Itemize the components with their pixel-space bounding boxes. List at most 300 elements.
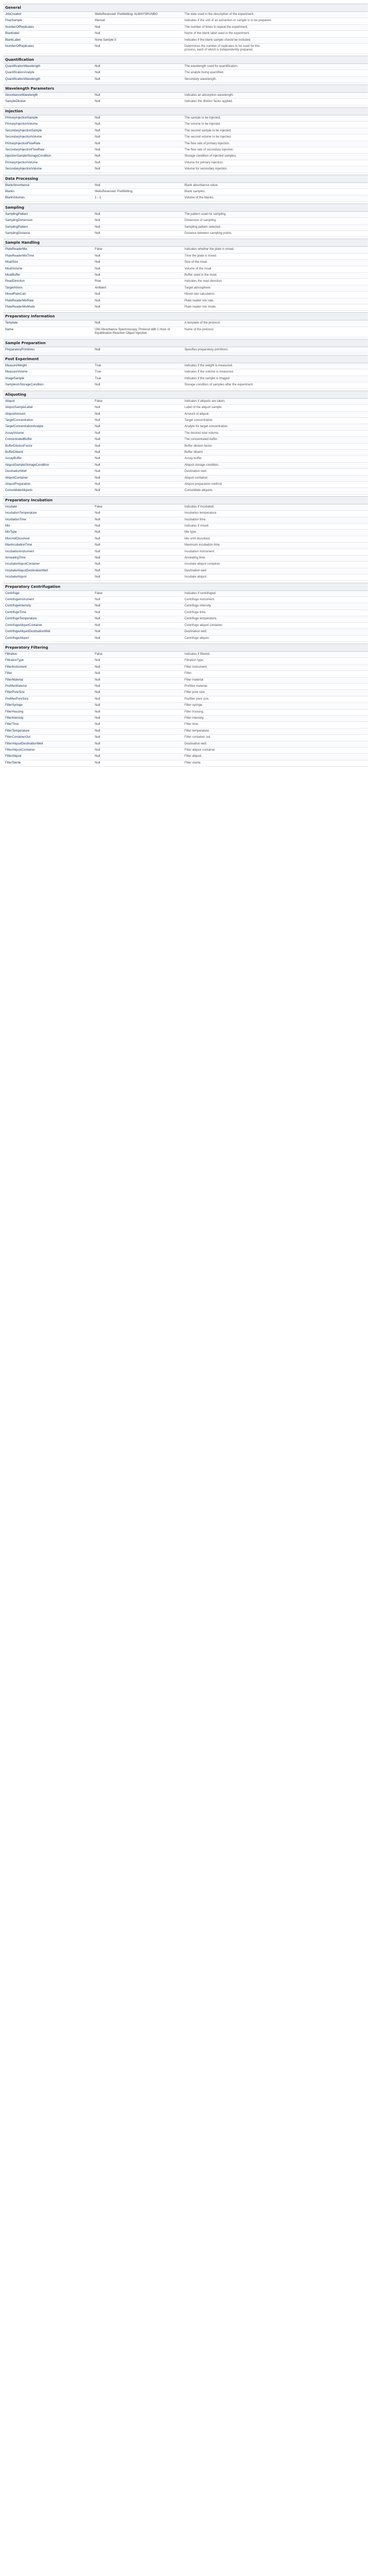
options-document — [0, 0, 371, 769]
option-row — [3, 597, 368, 603]
option-description: Storage condition of samples after the experiment. — [184, 383, 254, 387]
section-title: Sample Handling — [3, 239, 368, 247]
option-row — [3, 658, 368, 664]
option-row — [3, 183, 368, 189]
option-row — [3, 122, 368, 128]
option-name: MaxIncubationTime — [5, 544, 32, 547]
option-name: AssayBuffer — [5, 457, 22, 461]
option-name: PlateReaderMixRate — [5, 299, 34, 302]
option-value: Null — [95, 306, 100, 309]
options-section — [3, 496, 368, 581]
option-value: WellsReserved: PreWetting: ALWAYSRUNBO — [95, 13, 158, 16]
option-value: Null — [95, 489, 100, 493]
option-row — [3, 603, 368, 609]
option-row — [3, 722, 368, 728]
option-value: UNI Absorbance Spectroscopy; Protocol with 1 Hour of Equilibration Reaction Object Injection — [95, 328, 170, 335]
option-description: The sample to be injected. — [184, 116, 221, 120]
option-name: PlateReaderMixMode — [5, 306, 35, 309]
option-row — [3, 444, 368, 450]
option-value: Null — [95, 697, 100, 701]
option-row — [3, 195, 368, 201]
option-row — [3, 431, 368, 437]
option-row — [3, 18, 368, 24]
option-description: Analyte for target concentration. — [184, 425, 229, 429]
option-description: Filter time. — [184, 723, 199, 726]
option-name: SampleDilution — [5, 100, 26, 104]
option-value: Ambient — [95, 286, 107, 290]
option-row — [3, 44, 368, 54]
option-value: Null — [95, 438, 100, 442]
option-name: JobCreated — [5, 13, 22, 16]
option-value: Null — [95, 212, 100, 216]
option-name: Filtration — [5, 652, 18, 656]
option-description: Indicates if the weight is measured. — [184, 364, 233, 368]
option-row — [3, 93, 368, 99]
option-name: DestinationWell — [5, 470, 27, 473]
option-name: SamplingDistance — [5, 231, 30, 235]
option-value: Null — [95, 321, 100, 325]
option-name: Blanklabel — [5, 32, 20, 36]
option-value: Null — [95, 476, 100, 480]
option-description: Secondary wavelength. — [184, 77, 217, 81]
option-description: Filter material. — [184, 678, 205, 682]
option-value: Null — [95, 482, 100, 486]
option-description: Volume for primary injection. — [184, 161, 224, 164]
section-title: Aliquoting — [3, 391, 368, 399]
options-section — [3, 391, 368, 495]
option-name: FilterAliquotContainer — [5, 749, 35, 752]
option-value: Null — [95, 761, 100, 765]
option-description: The concentrated buffer. — [184, 438, 218, 442]
option-name: BlankVolumes — [5, 196, 25, 200]
option-description: Dimension of sampling. — [184, 219, 217, 223]
option-description: Indicates if mixed. — [184, 524, 210, 528]
option-value: False — [95, 248, 103, 251]
option-description: Incubate aliquot container. — [184, 563, 221, 566]
option-name: IncubationInstrument — [5, 550, 35, 553]
option-name: FilterTemperature — [5, 729, 30, 733]
option-value: Null — [95, 431, 100, 435]
option-description: Indicates an absorption wavelength. — [184, 94, 234, 97]
option-name: InjectionSampleStorageCondition — [5, 155, 52, 158]
option-name: PrimaryInjectionVolume — [5, 161, 38, 164]
option-row — [3, 347, 368, 353]
option-description: The desired total volume. — [184, 431, 220, 435]
option-description: Indicates if incubated. — [184, 505, 215, 509]
option-description: Centrifuge aliquot container. — [184, 623, 223, 627]
option-name: ConsolidateAliquots — [5, 489, 33, 493]
option-description: Buffer dilution factor. — [184, 444, 213, 448]
option-name: BufferDilutionFactor — [5, 444, 32, 448]
option-description: Aliquot preparation method. — [184, 482, 223, 486]
option-description: Filter sterile. — [184, 761, 201, 765]
option-description: Indicates the dilution factor applied. — [184, 100, 233, 104]
section-title: Wavelength Parameters — [3, 84, 368, 93]
option-name: PrepSample — [5, 19, 23, 23]
option-row — [3, 469, 368, 475]
option-description: Buffer used in the moat. — [184, 274, 217, 277]
option-row — [3, 690, 368, 696]
option-row — [3, 128, 368, 134]
option-value: Null — [95, 665, 100, 669]
option-row — [3, 31, 368, 37]
option-row — [3, 412, 368, 418]
option-name: SecondaryInjectionFlowRate — [5, 148, 45, 151]
option-description: Filter container out. — [184, 736, 211, 739]
option-description: Incubate aliquot. — [184, 575, 208, 579]
option-name: AliquotAmount — [5, 412, 26, 416]
option-row — [3, 285, 368, 292]
option-value: Null — [95, 406, 100, 410]
option-name: MixType — [5, 531, 17, 534]
option-description: The date used in the description of the experiment. — [184, 13, 255, 16]
option-value: Null — [95, 348, 100, 351]
option-row — [3, 231, 368, 237]
option-name: Name — [5, 328, 14, 331]
option-value: Null — [95, 116, 100, 120]
option-row — [3, 99, 368, 105]
option-row — [3, 418, 368, 424]
option-row — [3, 665, 368, 671]
option-name: IncubateAliquot — [5, 575, 27, 579]
option-value: Null — [95, 148, 100, 151]
option-name: MoatSize — [5, 261, 19, 264]
option-row — [3, 189, 368, 195]
option-row — [3, 703, 368, 709]
option-name: TargetConcentration — [5, 418, 33, 422]
option-description: Incubation instrument. — [184, 550, 215, 553]
option-name: AliquotSampleStorageCondition — [5, 463, 49, 467]
option-name: AliquotContainer — [5, 476, 28, 480]
option-name: Incubate — [5, 505, 18, 509]
option-value: Row — [95, 280, 102, 283]
option-description: Destination well. — [184, 742, 207, 745]
option-row — [3, 482, 368, 488]
option-description: Indicates if the blank sample should be included. — [184, 38, 251, 42]
option-value: Null — [95, 604, 100, 608]
option-description: Determines the number of replicates to be used for this process, each of which is independently prepared. — [184, 45, 260, 52]
option-row — [3, 70, 368, 76]
option-name: Blanks — [5, 190, 15, 193]
option-name: MoatVolume — [5, 267, 23, 270]
option-row — [3, 298, 368, 304]
option-value: Null — [95, 32, 100, 36]
option-description: The flow rate of secondary injection. — [184, 148, 234, 151]
option-value: Null — [95, 299, 100, 302]
option-name: BufferDiluent — [5, 450, 23, 454]
option-row — [3, 247, 368, 253]
option-row — [3, 562, 368, 568]
option-value: Null — [95, 710, 100, 714]
options-section — [3, 583, 368, 642]
option-value: Null — [95, 219, 100, 223]
section-title: Preparatory Information — [3, 312, 368, 320]
option-row — [3, 115, 368, 122]
option-value: WellsReserved: PreWetting — [95, 190, 133, 193]
option-name: IncubationTemperature — [5, 512, 37, 515]
option-value: Null — [95, 518, 100, 521]
option-value: Null — [95, 129, 100, 132]
option-description: Filter. — [184, 672, 192, 675]
option-row — [3, 463, 368, 469]
option-value: Null — [95, 267, 100, 270]
option-description: Sampling pattern selected. — [184, 225, 222, 229]
option-row — [3, 260, 368, 266]
option-name: IncubateAliquotContainer — [5, 563, 40, 566]
option-row — [3, 716, 368, 722]
option-value: Null — [95, 71, 100, 75]
option-description: Assay buffer. — [184, 457, 203, 461]
option-description: Time the plate is mixed. — [184, 254, 217, 258]
option-name: QuantificationAnalyte — [5, 71, 35, 75]
section-title: General — [3, 4, 368, 12]
option-row — [3, 25, 368, 31]
option-description: Specifies preparatory primitives. — [184, 348, 229, 351]
option-value: Null — [95, 142, 100, 145]
option-value: Null — [95, 383, 100, 387]
option-row — [3, 610, 368, 616]
option-description: Indicates if the volume is measured. — [184, 370, 234, 374]
options-section — [3, 643, 368, 767]
option-name: SecondaryInjectionVolume — [5, 135, 42, 139]
option-description: The number of times to repeat the experiment. — [184, 25, 248, 29]
option-description: The second sample to be injected. — [184, 129, 232, 132]
option-row — [3, 147, 368, 154]
option-description: Filter temperature. — [184, 729, 210, 733]
option-description: Centrifuge time. — [184, 611, 207, 614]
option-description: Destination well. — [184, 470, 207, 473]
option-row — [3, 160, 368, 166]
option-value: Null — [95, 704, 100, 707]
option-description: The analyte being quantified. — [184, 71, 225, 75]
options-section — [3, 56, 368, 83]
option-description: Distance between sampling points. — [184, 231, 232, 235]
option-description: Consolidate aliquots. — [184, 489, 213, 493]
option-name: MixedRateCalc — [5, 293, 26, 296]
option-value: Null — [95, 611, 100, 614]
option-row — [3, 38, 368, 44]
option-row — [3, 382, 368, 388]
option-value: Null — [95, 623, 100, 627]
option-description: Destination well. — [184, 630, 207, 634]
option-description: Plate reader mix rate. — [184, 299, 214, 302]
option-row — [3, 266, 368, 273]
option-name: PlateReaderMix — [5, 248, 27, 251]
option-description: Filter intensity. — [184, 716, 205, 720]
option-description: Target atmosphere. — [184, 286, 211, 290]
option-value: Null — [95, 556, 100, 560]
option-value: Null — [95, 123, 100, 126]
option-description: Name of the blank label used in the experiment. — [184, 32, 250, 36]
option-row — [3, 568, 368, 574]
option-row — [3, 405, 368, 411]
option-value: Null — [95, 755, 100, 758]
option-row — [3, 652, 368, 658]
option-description: Name of the protocol. — [184, 328, 214, 331]
option-value: Null — [95, 25, 100, 29]
option-row — [3, 77, 368, 83]
option-name: MixUntilDissolved — [5, 537, 30, 540]
option-description: Filter housing. — [184, 710, 204, 714]
option-row — [3, 591, 368, 597]
option-value: Null — [95, 167, 100, 171]
option-name: FilterSterile — [5, 761, 21, 765]
option-description: Plate reader mix mode. — [184, 306, 217, 309]
section-title: Preparatory Filtering — [3, 643, 368, 652]
option-name: CentrifugeTemperature — [5, 617, 37, 621]
option-row — [3, 376, 368, 382]
option-name: FilterPoreSize — [5, 691, 25, 694]
option-row — [3, 450, 368, 456]
option-row — [3, 748, 368, 754]
option-description: Indicates if the unit of an extraction or sample is to be prepared. — [184, 19, 272, 23]
option-description: Maximum incubation time. — [184, 544, 221, 547]
option-row — [3, 754, 368, 760]
options-section — [3, 239, 368, 311]
option-value: Null — [95, 94, 100, 97]
option-value: Null — [95, 537, 100, 540]
option-description: Buffer diluent. — [184, 450, 204, 454]
option-value: Null — [95, 723, 100, 726]
option-name: PrimaryInjectionFlowRate — [5, 142, 41, 145]
option-name: CentrifugeInstrument — [5, 598, 35, 602]
option-description: Centrifuge temperature. — [184, 617, 217, 621]
option-name: ReadDirection — [5, 280, 25, 283]
option-row — [3, 549, 368, 555]
option-description: Prefilter material. — [184, 684, 208, 688]
option-description: Storage condition of injected samples. — [184, 155, 237, 158]
option-row — [3, 64, 368, 70]
option-name: PrefilterMaterial — [5, 684, 27, 688]
option-value: Manual — [95, 19, 105, 23]
option-description: Label of the aliquot sample. — [184, 406, 223, 410]
section-title: Preparatory Incubation — [3, 496, 368, 504]
option-name: QuantificationWavelength — [5, 77, 41, 81]
option-value: Null — [95, 659, 100, 663]
option-name: FilterIntensity — [5, 716, 24, 720]
option-description: Filtration type. — [184, 659, 204, 663]
option-value: Null — [95, 524, 100, 528]
option-value: Null — [95, 457, 100, 461]
option-description: The pattern used for sampling. — [184, 212, 227, 216]
option-description: Target concentration. — [184, 418, 214, 422]
option-row — [3, 517, 368, 523]
option-value: Null — [95, 254, 100, 258]
option-row — [3, 574, 368, 581]
option-value: Null — [95, 444, 100, 448]
option-value: Null — [95, 544, 100, 547]
option-row — [3, 369, 368, 376]
option-description: Destination well. — [184, 569, 207, 572]
option-row — [3, 488, 368, 494]
option-name: Aliquot — [5, 399, 15, 403]
option-row — [3, 363, 368, 369]
option-value: Null — [95, 569, 100, 572]
options-section — [3, 4, 368, 54]
option-value: Null — [95, 463, 100, 467]
section-title: Data Processing — [3, 175, 368, 183]
option-description: Centrifuge intensity. — [184, 604, 212, 608]
option-name: CentrifugeIntensity — [5, 604, 31, 608]
option-name: SamplingPattern — [5, 225, 28, 229]
option-description: The second volume to be injected. — [184, 135, 232, 139]
option-value: Null — [95, 135, 100, 139]
section-title: Injection — [3, 107, 368, 115]
option-description: The flow rate of primary injection. — [184, 142, 230, 145]
option-value: False — [95, 505, 103, 509]
option-description: Aliquot storage condition. — [184, 463, 220, 467]
option-name: PrimaryInjectionVolume — [5, 123, 38, 126]
option-value: Null — [95, 672, 100, 675]
option-name: TargetConcentrationAnalyte — [5, 425, 44, 429]
option-name: BlankAbsorbance — [5, 183, 30, 187]
option-value: Null — [95, 77, 100, 81]
option-name: Centrifuge — [5, 591, 20, 595]
option-row — [3, 327, 368, 337]
option-value: Null — [95, 691, 100, 694]
option-value: 1 - 1 — [95, 196, 102, 200]
option-row — [3, 12, 368, 18]
option-name: MeasureWeight — [5, 364, 27, 368]
option-description: Mix until dissolved. — [184, 537, 211, 540]
option-description: Centrifuge aliquot. — [184, 636, 210, 640]
option-value: Null — [95, 563, 100, 566]
option-name: IncubateAliquotDestinationWell — [5, 569, 48, 572]
option-description: Indicates if aliquots are taken. — [184, 399, 226, 403]
option-value: Null — [95, 418, 100, 422]
option-name: AssayVolume — [5, 431, 24, 435]
option-description: Centrifuge instrument. — [184, 598, 215, 602]
option-row — [3, 511, 368, 517]
option-value: True — [95, 364, 102, 368]
option-value: Null — [95, 293, 100, 296]
option-description: Incubation temperature. — [184, 512, 217, 515]
option-row — [3, 697, 368, 703]
option-value: Null — [95, 450, 100, 454]
option-name: SamplingDimension — [5, 219, 33, 223]
section-title: Sample Preparation — [3, 339, 368, 347]
option-row — [3, 629, 368, 635]
option-value: Null — [95, 729, 100, 733]
option-row — [3, 424, 368, 430]
option-name: MoatBuffer — [5, 274, 21, 277]
option-row — [3, 728, 368, 735]
option-row — [3, 684, 368, 690]
option-row — [3, 530, 368, 536]
option-row — [3, 253, 368, 260]
option-value: Null — [95, 425, 100, 429]
option-name: SamplingPattern — [5, 212, 28, 216]
option-value: Null — [95, 470, 100, 473]
option-description: Annealing time. — [184, 556, 206, 560]
option-value: Null — [95, 161, 100, 164]
option-description: Indicates if filtered. — [184, 652, 211, 656]
option-name: FiltrationType — [5, 659, 24, 663]
options-section — [3, 312, 368, 337]
option-name: CentrifugeAliquotContainer — [5, 623, 43, 627]
options-section — [3, 84, 368, 106]
option-value: Null — [95, 742, 100, 745]
option-row — [3, 218, 368, 224]
option-row — [3, 212, 368, 218]
option-row — [3, 555, 368, 562]
option-value: Null — [95, 45, 100, 48]
option-value: Null — [95, 225, 100, 229]
option-value: True — [95, 377, 102, 380]
option-row — [3, 671, 368, 677]
option-name: QuantificationWavelength — [5, 64, 41, 68]
option-value: Null — [95, 550, 100, 553]
